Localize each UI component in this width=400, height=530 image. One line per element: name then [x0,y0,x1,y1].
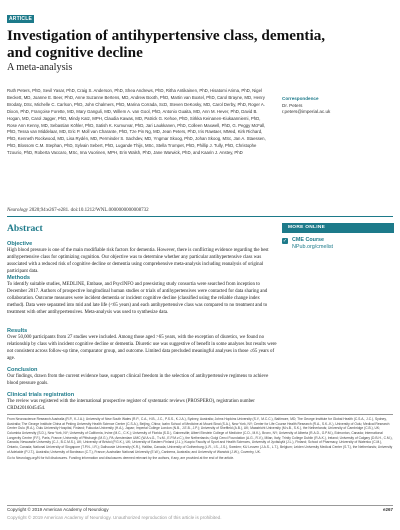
citation-journal: Neurology [7,208,28,213]
more-online-box [282,223,394,251]
abstract-heading: Abstract [7,223,43,234]
divider [7,414,393,415]
divider [7,216,393,217]
abstract-section-methods [7,274,277,317]
section-text: Our findings, drawn from the current evidence base, support clinical freedom in the selection of antihypertensive regimens to achieve blood pressure goals. [7,374,269,386]
section-heading: Conclusion [7,367,38,373]
divider [7,505,393,506]
affiliations [7,417,393,461]
section-text: High blood pressure is one of the main modifiable risk factors for dementia. However, there is conflicting evidence regarding the best antihypertensive class for optimizing cognition. Our objective was to determine whether any particular antihypertensive class was associated with a reduced risk of cognitive decline or dementia using comprehensive meta-analysis including reanalysis of original participant data. [7,248,269,274]
correspondence-name: Dr. Peters [282,102,303,108]
more-online-header: MORE ONLINE [282,223,394,233]
section-heading: Methods [7,275,30,281]
copyright-watermark: Copyright © 2019 American Academy of Neurology. Unauthorized reproduction of this article is prohibited. [7,515,222,520]
abstract-section-results [7,327,277,363]
citation-details[interactable]: 2020;94:e267-e281. doi:10.1212/WNL.0000000000008732 [27,208,149,213]
article-subtitle: A meta-analysis [7,62,73,73]
correspondence-label: Correspondence [282,96,319,101]
section-heading: Clinical trials registration [7,392,75,398]
citation-line [7,207,277,214]
cme-course-url[interactable]: NPub.org/cmelist [292,244,334,250]
cme-course-title: CME Course [292,237,325,243]
funding-note: Go to Neurology.org/N for full disclosures. Funding information and disclosures deemed relevant by the authors, if any, are provided at the end of the article. [7,456,235,461]
article-title: Investigation of antihypertensive class, dementia, and cognitive decline [7,27,326,61]
section-heading: Objective [7,241,33,247]
section-text: Over 50,000 participants from 27 studies were included. Among those aged >65 years, with the exception of diuretics, we found no relationship by class with incident cognitive decline or dementia. Diuretic use was suggestive of benefit in some analyses but results were not consistent across follow-up time, comparator group, and outcome. Limited data precluded meaningful analyses in those ≤65 years of age. [7,335,277,361]
section-text: To identify suitable studies, MEDLINE, Embase, and PsycINFO and preexisting study consortia were searched from inception to December 2017. Authors of prospective longitudinal human studies or trials of antihypertensives were contacted for data sharing and collaboration. Outcome measures were incident dementia or incident cognitive decline (classified using the reliable change index method). Data were separated into mid and late life (<65 years) and each antihypertensive class was compared to no treatment and to treatment with other antihypertensives. Meta-analysis was used to synthesize data. [7,282,268,315]
footer-copyright: Copyright © 2019 American Academy of Neurology [7,507,109,512]
cme-course-link[interactable] [282,237,394,251]
correspondence-email[interactable]: r.peters@imperial.ac.uk [282,109,331,115]
author-list: Ruth Peters, PhD, Sevil Yasar, PhD, Craig S. Anderson, PhD, Shea Andrews, PhD, Ritha Antikainen, PhD, Hisatomi Arima, PhD, Nigel Beckett, MD, Joanne E. Beer, PhD, Anne Suzanne Bertens, MD, Andrew Booth, PhD, Martin van Boxtel, PhD, Carol Brayne, MD, Henry Brodaty, DSc, Michelle C. Carlson, PhD, John Chalmers, PhD, Marina Corrada, ScD, Steven DeKosky, MD, Carol Derby, PhD, Roger A. Dixon, PhD, Françoise Forette, MD, Mary Ganguli, MD, Willem A. van Gool, PhD, Antonio Guaita, MD, Ann M. Hever, PhD, David B. Hogan, MD, Carol Jagger, PhD, Mindy Katz, MPH, Claudia Kawas, MD, Patrick G. Kehoe, PhD, Sirkka Keinanen-Kiukaanniemi, PhD, Rose Ann Kenny, MD, Sebastian Köhler, PhD, Satish K. Kumurvar, PhD, Jari Laukkanen, PhD, Colleen Maxwell, PhD, G. Peggy McFall, PhD, Tessa van Middelaar, MD, Eric P. Moll van Charante, PhD, Tze Pin Ng, MD, Jean Peters, PhD, Iris Rawtaer, MMed, Kirk Richard, PhD, Kenneth Rockwood, MD, Lisa Rydén, MD, Perminder S. Sachdev, MD, Yngmar Skoog, PhD, Johan Skoog, MSc, Jan A. Staessen, PhD, Blossom C.M. Stephan, PhD, Sylvain Sebert, PhD, Lugande Thijs, MSc, Stella Trompet, PhD, Phillip J. Tully, PhD, Christophe Tzourio, PhD, Roberta Vaccaro, MSc, Ima Vuorinen, MPH, Erin Walsh, PhD, Jane Warwick, PhD, and Kaarin J. Anstey, PhD [7,88,266,156]
section-heading: Results [7,328,28,334]
page-number: e267 [382,507,393,512]
abstract-section-conclusion [7,366,277,388]
affiliations-text: From Neuroscience Research Australia (R.P., K.J.A.); University of New South Wales (R.P., C.A., H.B., J.C., P.S.S., K.J.A.), Sydney, Australia; Johns Hopkins University (S.Y., M.C.C.), Baltimore, MD; The George Institute for Global Health (C.S.A., J.C.), Sydney, Australia; The George Institute China at Peking University Health Science Center (C.S.A.), Beijing, China; Icahn School of Medicine at Mount Sinai (S.A.), New York, NY; Center for Life Course Health Research (R.A., S.K.-K.), University of Oulu; Medical Research Center Oulu (R.A.), Oulu University Hospital, Finland; Fukuoka University (H.A.), Japan; Imperial College London (N.B., J.E.B., J.P.); University of Sheffield (A.B.), UK; Maastricht University (M.v.B., S.K.), the Netherlands; University of Cambridge (C.B.), UK; Columbia University (S.D.), New York, NY; University of California, Irvine (M.C., C.K.); University of Florida (S.D.), Gainesville; Albert Einstein College of Medicine (C.D., M.K.), Bronx, NY; University of Alberta (R.A.D., G.P.M.), Edmonton, Canada; International Longevity Centre (F.F.), Paris, France; University of Pittsburgh (M.G.), PA; Amsterdam UMC (W.A.v.G., T.v.M., E.P.M.v.C.), the Netherlands; Golgi Cenci Foundation (A.G., R.V.), Milan, Italy; Trinity College Dublin (R.A.K.), Ireland; University of Calgary (D.B.H., C.M.), Canada; Newcastle University (C.J., B.C.M.S.), UK; University of Bristol (P.G.K.), UK; University of Eastern Finland (J.L.); Kuopio Faculty of Sport and Health Sciences, University of Jyväskylä (J.L.), Finland; School of Pharmacy, University of Waterloo (C.M.), Ontario, Canada; National University of Singapore (T.P.N., I.R.); Dalhousie University (K.R.), Halifax, Canada; University of Gothenburg (L.R., I.S., J.S.), Sweden; KU Leuven (J.A.S., L.T.), Belgium; Leiden University Medical Center (S.T.), the Netherlands; University of Adelaide (P.J.T.), Australia; University of Bordeaux (C.T.), France; Australian National University (E.W.), Canberra, Australia; and University of Warwick (J.W.), Coventry, UK. [7,417,393,454]
article-type-badge: ARTICLE [8,16,33,22]
cme-icon: ✓ [282,238,288,244]
section-text: The review was registered with the international prospective register of systematic reviews (PROSPERO), registration number CRD42016045454. [7,399,255,411]
abstract-section-objective [7,240,277,276]
abstract-section-registration [7,391,277,413]
correspondence-block [282,96,392,116]
